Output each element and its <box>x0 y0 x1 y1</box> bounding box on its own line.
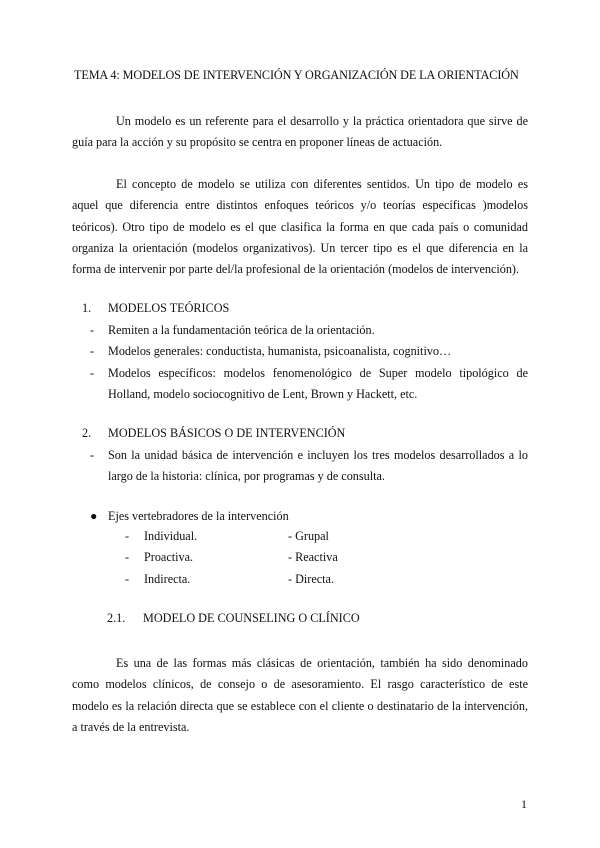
document-title: TEMA 4: MODELOS DE INTERVENCIÓN Y ORGANIZACIÓN DE LA ORIENTACIÓN <box>74 68 519 82</box>
paragraph-1 <box>72 111 528 154</box>
paragraph-3-text: Es una de las formas más clásicas de orientación, también ha sido denominado como modelos clínicos, de consejo o de asesoramiento. El rasgo característico de este modelo es la relación directa que se establece con el cliente o destinatario de la intervención, a través de la entrevista. <box>72 656 528 734</box>
axes-bullet-text: Ejes vertebradores de la intervención <box>108 509 289 523</box>
dash-marker: - <box>90 323 95 337</box>
section-1-list <box>90 320 528 405</box>
section-2-1-heading <box>107 611 360 626</box>
axis-left: Indirecta. <box>144 571 191 586</box>
section-1-heading <box>82 301 229 316</box>
dash-marker: - <box>125 529 130 543</box>
paragraph-2 <box>72 174 528 280</box>
axes-row <box>125 572 338 593</box>
paragraph-3 <box>72 653 528 738</box>
dash-marker: - <box>90 365 95 380</box>
list-item-text: Modelos específicos: modelos fenomenológico de Super modelo tipológico de Holland, modelo sociocognitivo de Lent, Brown y Hackett, etc. <box>108 365 528 401</box>
dash-marker: - <box>90 344 95 359</box>
axis-right: - Reactiva <box>288 550 338 565</box>
bullet-icon: ● <box>90 509 98 523</box>
list-item <box>90 445 528 488</box>
list-item-text: Modelos generales: conductista, humanista, psicoanalista, cognitivo… <box>108 344 452 359</box>
dash-marker: - <box>125 550 130 565</box>
section-2-number: 2. <box>82 426 92 440</box>
section-2-1-number: 2.1. <box>107 611 126 625</box>
axes-table <box>125 529 338 593</box>
section-2-1-title: MODELO DE COUNSELING O CLÍNICO <box>143 611 360 625</box>
axes-row <box>125 529 338 550</box>
axis-left: Individual. <box>144 529 198 543</box>
dash-marker: - <box>90 448 95 462</box>
axis-left: Proactiva. <box>144 550 194 565</box>
section-2-title: MODELOS BÁSICOS O DE INTERVENCIÓN <box>108 426 346 440</box>
list-item-text: Remiten a la fundamentación teórica de la orientación. <box>108 323 375 337</box>
section-2-list <box>90 445 528 488</box>
axes-row <box>125 550 338 571</box>
section-1-number: 1. <box>82 301 92 315</box>
paragraph-1-text: Un modelo es un referente para el desarrollo y la práctica orientadora que sirve de guía para la acción y su propósito se centra en proponer líneas de actuación. <box>72 114 528 150</box>
list-item-text: Son la unidad básica de intervención e incluyen los tres modelos desarrollados a lo largo de la historia: clínica, por programas y de consulta. <box>108 448 528 484</box>
axes-bullet <box>90 509 289 524</box>
section-1-title: MODELOS TEÓRICOS <box>108 301 230 315</box>
list-item <box>90 320 528 341</box>
dash-marker: - <box>125 571 130 586</box>
page-number: 1 <box>521 797 527 811</box>
paragraph-2-text: El concepto de modelo se utiliza con diferentes sentidos. Un tipo de modelo es aquel que diferencia entre distintos enfoques teóricos y/o teorías específicas )modelos teóricos). Otro tipo de modelo es el que clasifica la forma en que cada país o comunidad organiza la orientación (modelos organizativos). Un tercer tipo es el que diferencia en la forma de intervenir por parte del/la profesional de la orientación (modelos de intervención). <box>72 177 528 277</box>
list-item <box>90 363 528 406</box>
axis-right: - Directa. <box>288 571 335 586</box>
axis-right: - Grupal <box>288 529 329 543</box>
section-2-heading <box>82 426 345 441</box>
list-item <box>90 341 528 362</box>
